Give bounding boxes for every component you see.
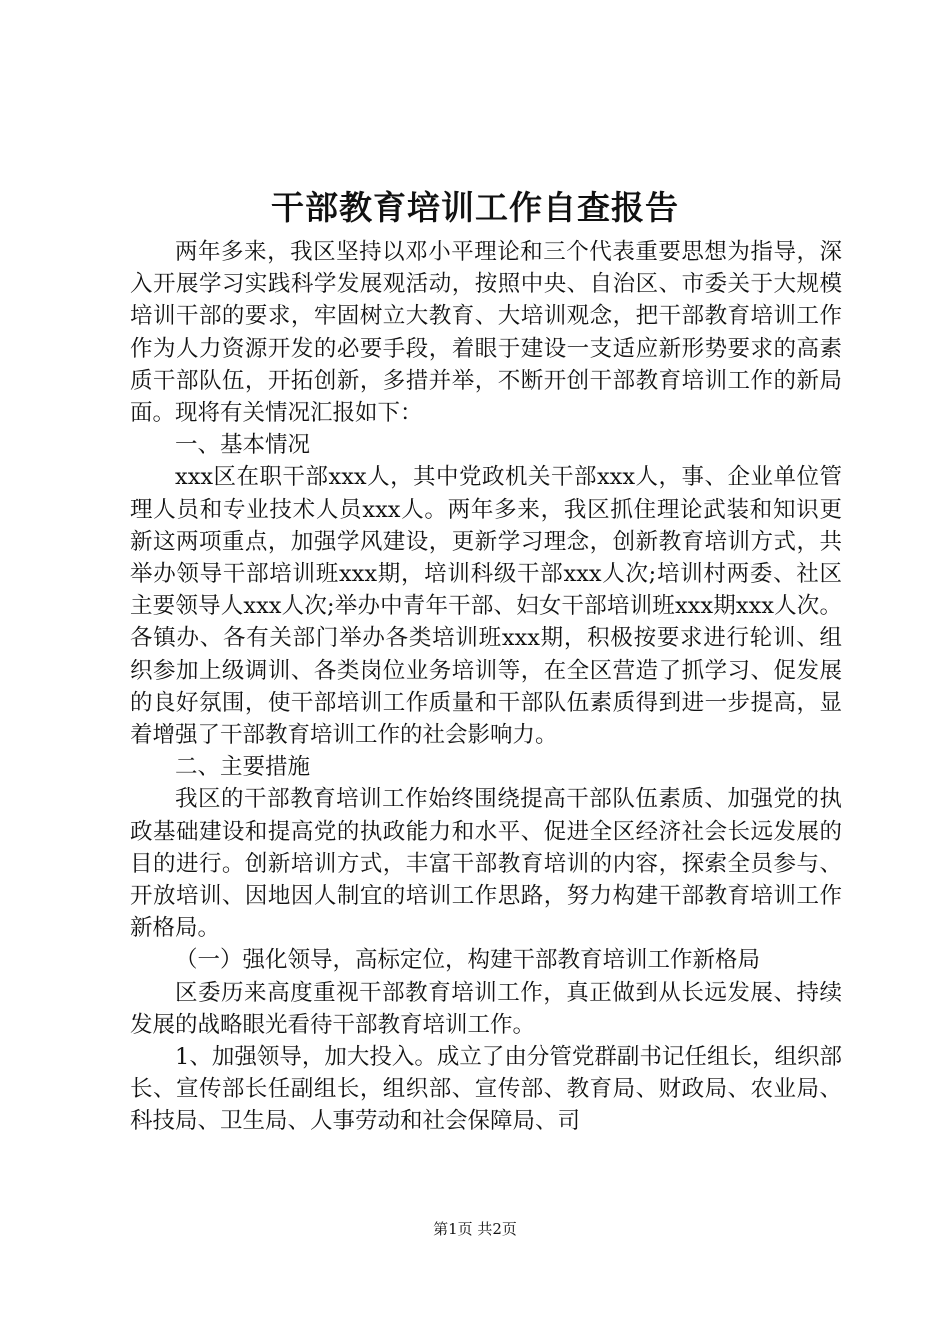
leadership-paragraph: 区委历来高度重视干部教育培训工作，真正做到从长远发展、持续发展的战略眼光看待干部教育培训工作。: [130, 979, 842, 1038]
document-title: 干部教育培训工作自查报告: [271, 188, 679, 227]
section-heading-main-measures: 二、主要措施: [175, 754, 311, 781]
document-body: [130, 236, 842, 1138]
intro-paragraph: 两年多来，我区坚持以邓小平理论和三个代表重要思想为指导，深入开展学习实践科学发展观活动，按照中央、自治区、市委关于大规模培训干部的要求，牢固树立大教育、大培训观念，把干部教育培训工作作为人力资源开发的必要手段，着眼于建设一支适应新形势要求的高素质干部队伍，开拓创新，多措并举，不断开创干部教育培训工作的新局面。现将有关情况汇报如下：: [130, 239, 842, 427]
page-number-footer: 第1页 共2页: [433, 1220, 517, 1238]
section-heading-basic-situation: 一、基本情况: [175, 432, 311, 459]
main-measures-paragraph: 我区的干部教育培训工作始终围绕提高干部队伍素质、加强党的执政基础建设和提高党的执政能力和水平、促进全区经济社会长远发展的目的进行。创新培训方式，丰富干部教育培训的内容，探索全员参与、开放培训、因地因人制宜的培训工作思路，努力构建干部教育培训工作新格局。: [130, 786, 842, 942]
basic-situation-paragraph: xxx区在职干部xxx人，其中党政机关干部xxx人，事、企业单位管理人员和专业技术人员xxx人。两年多来，我区抓住理论武装和知识更新这两项重点，加强学风建设，更新学习理念，创新教育培训方式，共举办领导干部培训班xxx期，培训科级干部xxx人次;培训村两委、社区主要领导人xxx人次;举办中青年干部、妇女干部培训班xxx期xxx人次。各镇办、各有关部门举办各类培训班xxx期，积极按要求进行轮训、组织参加上级调训、各类岗位业务培训等，在全区营造了抓学习、促发展的良好氛围，使干部培训工作质量和干部队伍素质得到进一步提高，显着增强了干部教育培训工作的社会影响力。: [130, 464, 842, 749]
leadership-item-1-paragraph: 1、加强领导，加大投入。成立了由分管党群副书记任组长，组织部长、宣传部长任副组长，组织部、宣传部、教育局、财政局、农业局、科技局、卫生局、人事劳动和社会保障局、司: [130, 1044, 842, 1135]
subsection-heading-leadership: （一）强化领导，高标定位，构建干部教育培训工作新格局: [175, 947, 761, 974]
